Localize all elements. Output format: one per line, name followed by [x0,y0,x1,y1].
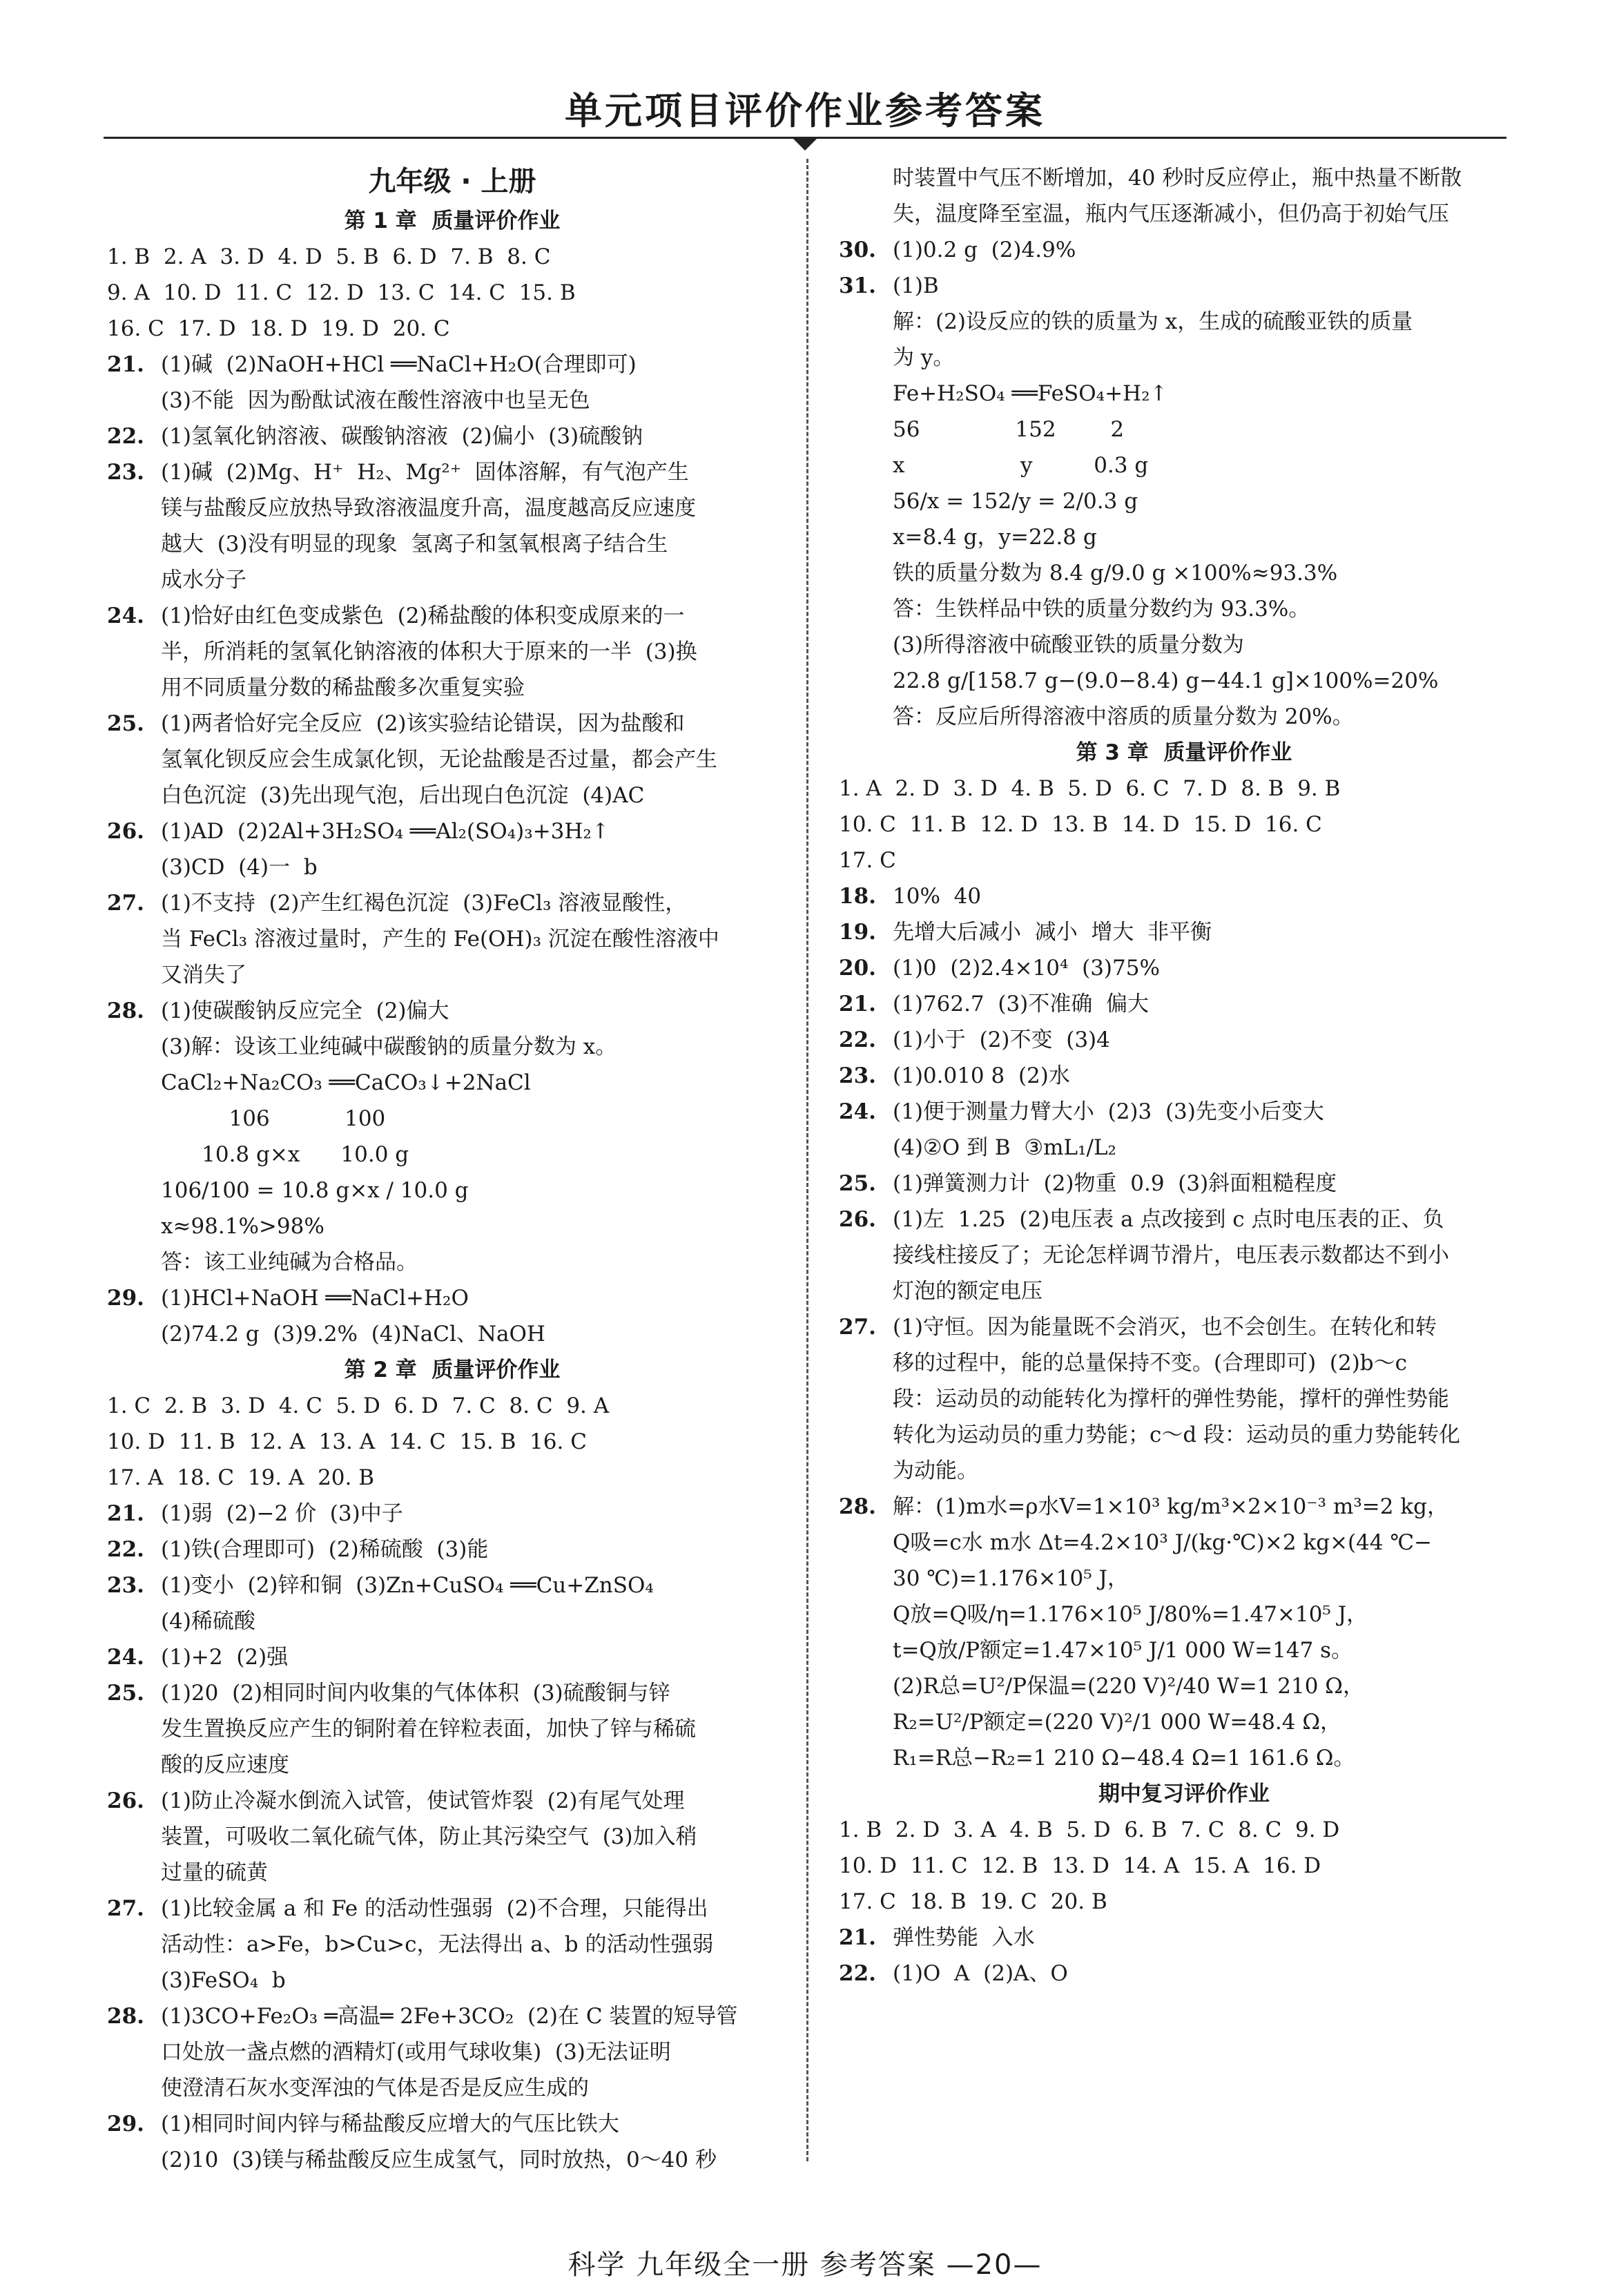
answer-continuation: 段：运动员的动能转化为撑杆的弹性势能，撑杆的弹性势能 [893,1387,1449,1411]
question-number: 26. [107,819,144,844]
answer-item [107,1998,797,2034]
answer-continuation: 白色沉淀 (3)先出现气泡，后出现白色沉淀 (4)AC [161,783,645,808]
answer-text: (1)0.010 8 (2)水 [893,1063,1070,1088]
answer-item [839,232,1529,268]
question-number: 27. [107,891,144,916]
answer-continuation: (4)稀硫酸 [161,1609,255,1634]
answer-item [107,1783,797,1819]
answer-continuation: x≈98.1%>98% [161,1214,324,1239]
choice-answers-row: 1. B 2. A 3. D 4. D 5. B 6. D 7. B 8. C [107,244,551,269]
answer-text: (1)铁(合理即可) (2)稀硫酸 (3)能 [161,1537,489,1562]
answer-item [107,454,797,490]
title-pointer [791,137,819,151]
right-column [839,160,1529,1991]
answer-item [839,914,1529,950]
answer-item [107,2106,797,2142]
answer-text: (1)左 1.25 (2)电压表 a 点改接到 c 点时电压表的正、负 [893,1207,1444,1232]
choice-answers-row: 1. B 2. D 3. A 4. B 5. D 6. B 7. C 8. C 9. D [839,1817,1340,1842]
answer-continuation: (3)解：设该工业纯碱中碳酸钠的质量分数为 x。 [161,1034,617,1059]
question-number: 23. [839,1063,876,1088]
answer-item [107,1496,797,1532]
question-number: 23. [107,460,144,485]
answer-continuation: 越大 (3)没有明显的现象 氢离子和氢氧根离子结合生 [161,532,668,557]
answer-continuation: 过量的硫黄 [161,1860,268,1885]
answer-item [839,1309,1529,1345]
choice-answers-row: 9. A 10. D 11. C 12. D 13. C 14. C 15. B [107,280,576,305]
question-number: 21. [839,992,876,1016]
answer-continuation: 使澄清石灰水变浑浊的气体是否是反应生成的 [161,2076,589,2101]
answer-continuation: 半，所消耗的氢氧化钠溶液的体积大于原来的一半 (3)换 [161,639,697,664]
answer-continuation: 56 152 2 [893,417,1125,442]
answer-continuation: (3)所得溶液中硫酸亚铁的质量分数为 [893,633,1244,657]
answer-text: (1)碱 (2)Mg、H⁺ H₂、Mg²⁺ 固体溶解，有气泡产生 [161,460,689,485]
answer-item [107,1532,797,1567]
choice-answers-row: 16. C 17. D 18. D 19. D 20. C [107,316,450,341]
answer-continuation: 答：反应后所得溶液中溶质的质量分数为 20%。 [893,704,1354,729]
answer-item [839,1489,1529,1525]
answer-item [107,418,797,454]
answer-continuation: 又消失了 [161,963,246,987]
question-number: 27. [107,1896,144,1921]
column-divider [806,159,808,2161]
question-number: 24. [107,1645,144,1670]
choice-answers-row: 10. D 11. C 12. B 13. D 14. A 15. A 16. D [839,1853,1321,1878]
answer-item [107,813,797,849]
answer-continuation: CaCl₂+Na₂CO₃ ══CaCO₃↓+2NaCl [161,1070,531,1095]
answer-item [839,1058,1529,1094]
answer-text: (1)防止冷凝水倒流入试管，使试管炸裂 (2)有尾气处理 [161,1788,685,1813]
choice-answers-row: 1. C 2. B 3. D 4. C 5. D 6. D 7. C 8. C 9. A [107,1393,610,1418]
answer-text: (1)3CO+Fe₂O₃ ═高温═ 2Fe+3CO₂ (2)在 C 装置的短导管 [161,2004,738,2029]
choice-answers-row: 17. C [839,848,896,873]
section-heading: 九年级 · 上册 [368,166,536,197]
answer-continuation: (2)R总=U²/P保温=(220 V)²/40 W=1 210 Ω， [893,1674,1364,1699]
answer-item [107,1280,797,1316]
answer-continuation: (3)FeSO₄ b [161,1968,286,1993]
answer-text: 10% 40 [893,884,982,909]
question-number: 22. [839,1961,876,1986]
answer-text: (1)0 (2)2.4×10⁴ (3)75% [893,956,1160,981]
question-number: 29. [107,2112,144,2136]
answer-continuation: 时装置中气压不断增加，40 秒时反应停止，瓶中热量不断散 [893,166,1462,191]
answer-text: (1)弹簧测力计 (2)物重 0.9 (3)斜面粗糙程度 [893,1171,1337,1196]
answer-text: (1)AD (2)2Al+3H₂SO₄ ══Al₂(SO₄)₃+3H₂↑ [161,819,610,844]
answer-item [839,986,1529,1022]
question-number: 23. [107,1573,144,1598]
answer-text: (1)相同时间内锌与稀盐酸反应增大的气压比铁大 [161,2112,619,2136]
answer-continuation: R₂=U²/P额定=(220 V)²/1 000 W=48.4 Ω， [893,1710,1342,1735]
question-number: 24. [107,604,144,628]
answer-item [839,1202,1529,1237]
answer-text: (1)弱 (2)−2 价 (3)中子 [161,1501,403,1526]
answer-item [107,598,797,634]
answer-continuation: 答：生铁样品中铁的质量分数约为 93.3%。 [893,597,1310,621]
question-number: 18. [839,884,876,909]
answer-item [839,1956,1529,1991]
answer-continuation: Q放=Q吸/η=1.176×10⁵ J/80%=1.47×10⁵ J， [893,1602,1368,1627]
answer-continuation: 活动性：a>Fe，b>Cu>c，无法得出 a、b 的活动性强弱 [161,1932,714,1957]
answer-continuation: 106/100 = 10.8 g×x / 10.0 g [161,1178,469,1203]
choice-answers-row: 10. D 11. B 12. A 13. A 14. C 15. B 16. C [107,1429,587,1454]
answer-text: 先增大后减小 减小 增大 非平衡 [893,920,1212,945]
question-number: 21. [107,1501,144,1526]
answer-item [839,1920,1529,1956]
answer-text: (1)20 (2)相同时间内收集的气体体积 (3)硫酸铜与锌 [161,1681,670,1706]
question-number: 31. [839,273,876,298]
question-number: 22. [107,1537,144,1562]
answer-text: (1)HCl+NaOH ══NaCl+H₂O [161,1286,469,1311]
question-number: 19. [839,920,876,945]
answer-continuation: 酸的反应速度 [161,1753,289,1777]
answer-text: (1)O A (2)A、O [893,1961,1068,1986]
question-number: 25. [839,1171,876,1196]
choice-answers-row: 1. A 2. D 3. D 4. B 5. D 6. C 7. D 8. B 9. B [839,776,1341,801]
answer-item [107,347,797,383]
answer-continuation: 为 y。 [893,345,955,370]
answer-continuation: Fe+H₂SO₄ ══FeSO₄+H₂↑ [893,381,1168,406]
answer-continuation: 发生置换反应产生的铜附着在锌粒表面，加快了锌与稀硫 [161,1717,696,1742]
answer-text: (1)0.2 g (2)4.9% [893,238,1076,262]
answer-continuation: x=8.4 g，y=22.8 g [893,525,1097,550]
answer-item [107,1639,797,1675]
question-number: 27. [839,1315,876,1340]
answer-item [107,993,797,1029]
answer-continuation: 答：该工业纯碱为合格品。 [161,1250,418,1275]
answer-text: (1)两者恰好完全反应 (2)该实验结论错误，因为盐酸和 [161,711,685,736]
answer-continuation: 成水分子 [161,568,246,592]
answer-item [839,1166,1529,1202]
answer-continuation: 10.8 g×x 10.0 g [161,1142,409,1167]
left-column [107,160,797,2178]
choice-answers-row: 10. C 11. B 12. D 13. B 14. D 15. D 16. C [839,812,1322,837]
answer-text: (1)使碳酸钠反应完全 (2)偏大 [161,999,449,1023]
question-number: 21. [839,1925,876,1950]
question-number: 20. [839,956,876,981]
answer-continuation: 当 FeCl₃ 溶液过量时，产生的 Fe(OH)₃ 沉淀在酸性溶液中 [161,927,719,952]
answer-item [839,1094,1529,1130]
answer-continuation: 为动能。 [893,1458,978,1483]
answer-continuation: 接线柱接反了；无论怎样调节滑片，电压表示数都达不到小 [893,1243,1449,1268]
answer-text: (1)氢氧化钠溶液、碳酸钠溶液 (2)偏小 (3)硫酸钠 [161,424,643,449]
answer-text: (1)762.7 (3)不准确 偏大 [893,992,1149,1016]
answer-continuation: 装置，可吸收二氧化硫气体，防止其污染空气 (3)加入稍 [161,1824,697,1849]
section-heading: 第 3 章 质量评价作业 [1076,740,1292,765]
answer-continuation: x y 0.3 g [893,453,1149,478]
answer-continuation: 失，温度降至室温，瓶内气压逐渐减小，但仍高于初始气压 [893,202,1449,226]
answer-item [107,706,797,742]
answer-continuation: (2)10 (3)镁与稀盐酸反应生成氢气，同时放热，0～40 秒 [161,2148,717,2172]
question-number: 28. [107,999,144,1023]
answer-item [839,268,1529,304]
section-heading: 第 2 章 质量评价作业 [344,1358,561,1382]
question-number: 28. [839,1494,876,1519]
question-number: 25. [107,1681,144,1706]
answer-item [839,878,1529,914]
answer-continuation: 口处放一盏点燃的酒精灯(或用气球收集) (3)无法证明 [161,2040,671,2065]
question-number: 26. [839,1207,876,1232]
answer-item [107,885,797,921]
answer-item [839,1022,1529,1058]
section-heading: 期中复习评价作业 [1098,1782,1270,1806]
page-title: 单元项目评价作业参考答案 [565,89,1045,133]
answer-continuation: (3)不能 因为酚酞试液在酸性溶液中也呈无色 [161,388,590,413]
answer-continuation: 移的过程中，能的总量保持不变。(合理即可) (2)b～c [893,1351,1408,1376]
answer-continuation: R₁=R总−R₂=1 210 Ω−48.4 Ω=1 161.6 Ω。 [893,1746,1355,1771]
answer-text: (1)便于测量力臂大小 (2)3 (3)先变小后变大 [893,1099,1324,1124]
question-number: 24. [839,1099,876,1124]
answer-continuation: (4)②O 到 B ③mL₁/L₂ [893,1135,1116,1160]
answer-text: (1)不支持 (2)产生红褐色沉淀 (3)FeCl₃ 溶液显酸性， [161,891,687,916]
answer-continuation: 铁的质量分数为 8.4 g/9.0 g ×100%≈93.3% [893,561,1338,586]
answer-text: 弹性势能 入水 [893,1925,1035,1950]
page-footer: 科学 九年级全一册 参考答案 —20— [568,2249,1042,2281]
answer-continuation: 30 ℃)=1.176×10⁵ J， [893,1566,1129,1591]
answer-continuation: (2)74.2 g (3)9.2% (4)NaCl、NaOH [161,1322,545,1347]
answer-text: (1)比较金属 a 和 Fe 的活动性强弱 (2)不合理，只能得出 [161,1896,708,1921]
answer-continuation: 106 100 [161,1106,386,1131]
section-heading: 第 1 章 质量评价作业 [344,209,561,233]
answer-continuation: 56/x = 152/y = 2/0.3 g [893,489,1138,514]
answer-continuation: 镁与盐酸反应放热导致溶液温度升高，温度越高反应速度 [161,496,696,521]
answer-continuation: 灯泡的额定电压 [893,1279,1042,1304]
answer-text: (1)恰好由红色变成紫色 (2)稀盐酸的体积变成原来的一 [161,604,685,628]
answer-continuation: 氢氧化钡反应会生成氯化钡，无论盐酸是否过量，都会产生 [161,747,717,772]
choice-answers-row: 17. A 18. C 19. A 20. B [107,1465,375,1490]
question-number: 22. [107,424,144,449]
question-number: 25. [107,711,144,736]
question-number: 28. [107,2004,144,2029]
answer-text: (1)+2 (2)强 [161,1645,289,1670]
answer-continuation: t=Q放/P额定=1.47×10⁵ J/1 000 W=147 s。 [893,1638,1353,1663]
answer-item [839,950,1529,986]
answer-continuation: Q吸=c水 m水 Δt=4.2×10³ J/(kg·℃)×2 kg×(44 ℃− [893,1530,1433,1555]
answer-continuation: 解：(2)设反应的铁的质量为 x，生成的硫酸亚铁的质量 [893,309,1413,334]
answer-item [107,1675,797,1711]
choice-answers-row: 17. C 18. B 19. C 20. B [839,1889,1107,1914]
question-number: 30. [839,238,876,262]
answer-text: (1)守恒。因为能量既不会消灭，也不会创生。在转化和转 [893,1315,1437,1340]
answer-text: 解：(1)m水=ρ水V=1×10³ kg/m³×2×10⁻³ m³=2 kg， [893,1494,1448,1519]
question-number: 26. [107,1788,144,1813]
answer-continuation: (3)CD (4)一 b [161,855,318,880]
answer-text: (1)小于 (2)不变 (3)4 [893,1028,1110,1052]
answer-text: (1)碱 (2)NaOH+HCl ══NaCl+H₂O(合理即可) [161,352,637,377]
question-number: 21. [107,352,144,377]
answer-item [107,1567,797,1603]
answer-continuation: 22.8 g/[158.7 g−(9.0−8.4) g−44.1 g]×100%=20% [893,668,1439,693]
answer-continuation: 用不同质量分数的稀盐酸多次重复实验 [161,675,525,700]
answer-text: (1)B [893,273,939,298]
answer-text: (1)变小 (2)锌和铜 (3)Zn+CuSO₄ ══Cu+ZnSO₄ [161,1573,654,1598]
answer-item [107,1891,797,1927]
question-number: 29. [107,1286,144,1311]
answer-continuation: 转化为运动员的重力势能；c～d 段：运动员的重力势能转化 [893,1422,1461,1447]
question-number: 22. [839,1028,876,1052]
